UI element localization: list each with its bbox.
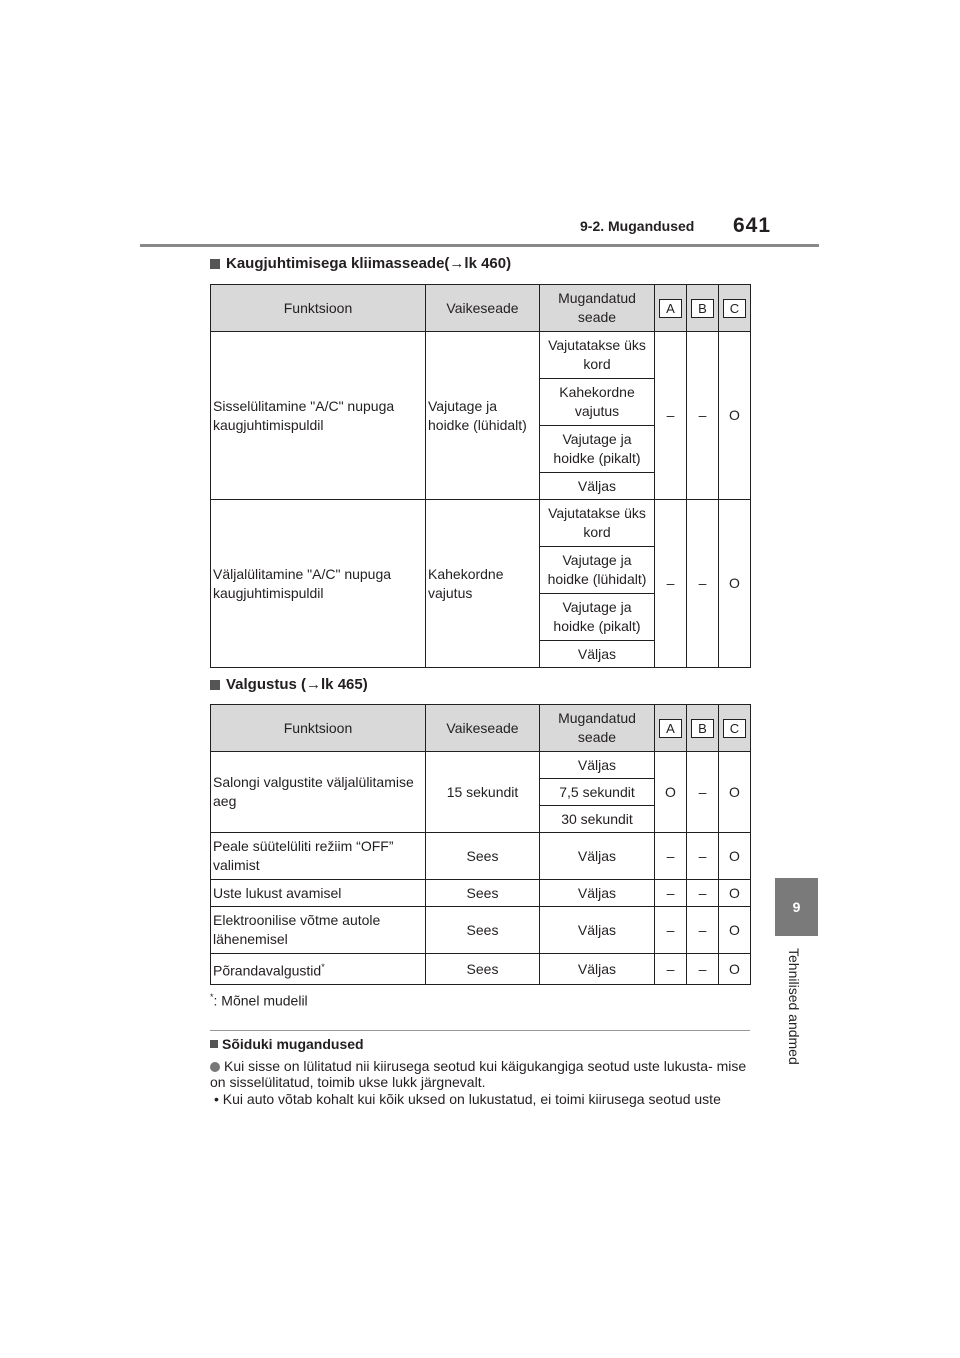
c-cell: O xyxy=(719,332,751,500)
c-cell: O xyxy=(719,752,751,833)
notes-bullet-text: Kui sisse on lülitatud nii kiirusega seotud kui käigukangiga seotud uste lukusta- mise on sisselülitatud, toimib ukse lukk järgnevalt. xyxy=(210,1058,747,1090)
col-header: Vaikeseade xyxy=(426,285,540,332)
page-number: 641 xyxy=(733,214,772,237)
footnote-marker: * xyxy=(210,992,214,1002)
custom-cell: Vajutatakse üks kord xyxy=(540,332,655,379)
c-cell: O xyxy=(719,500,751,668)
notes-title xyxy=(210,1036,364,1052)
a-cell: – xyxy=(655,833,687,880)
notes-bullet xyxy=(210,1058,750,1090)
custom-cell: Väljas xyxy=(540,954,655,985)
table-row xyxy=(211,954,751,985)
function-cell: Elektroonilise võtme autole lähenemisel xyxy=(211,907,426,954)
a-cell: – xyxy=(655,954,687,985)
notes-divider xyxy=(210,1030,750,1031)
default-cell: 15 sekundit xyxy=(426,752,540,833)
header-divider xyxy=(140,244,819,247)
table-row xyxy=(211,833,751,880)
default-cell: Sees xyxy=(426,907,540,954)
custom-cell: 30 sekundit xyxy=(540,806,655,833)
function-cell: Uste lukust avamisel xyxy=(211,880,426,907)
b-cell: – xyxy=(687,833,719,880)
square-bullet-icon xyxy=(210,680,220,690)
c-cell: O xyxy=(719,833,751,880)
col-header: Mugandatud seade xyxy=(540,285,655,332)
section-title-text: Kaugjuhtimisega kliimasseade(→lk 460) xyxy=(226,255,512,272)
a-cell: O xyxy=(655,752,687,833)
custom-cell: Väljas xyxy=(540,907,655,954)
square-bullet-icon xyxy=(210,259,220,269)
section-title-climate xyxy=(210,255,511,272)
notes-subbullet: • Kui auto võtab kohalt kui kõik uksed on lukustatud, ei toimi kiirusega seotud uste xyxy=(214,1091,721,1107)
chapter-tab: 9 xyxy=(775,878,818,936)
b-cell: – xyxy=(687,954,719,985)
function-cell: Salongi valgustite väljalülitamise aeg xyxy=(211,752,426,833)
b-cell: – xyxy=(687,907,719,954)
table-header-row xyxy=(211,285,751,332)
chapter-label: Tehnilised andmed xyxy=(786,948,802,1065)
col-header: Funktsioon xyxy=(211,285,426,332)
function-cell: Sisselülitamine "A/C" nupuga kaugjuhtimispuldil xyxy=(211,332,426,500)
default-cell: Sees xyxy=(426,833,540,880)
col-header-a: A xyxy=(659,719,682,738)
a-cell: – xyxy=(655,880,687,907)
footnote-marker: * xyxy=(321,961,325,972)
col-header-c: C xyxy=(723,299,746,318)
col-header-b: B xyxy=(691,719,714,738)
default-cell: Kahekordne vajutus xyxy=(426,500,540,668)
default-cell: Vajutage ja hoidke (lühidalt) xyxy=(426,332,540,500)
col-header-b: B xyxy=(691,299,714,318)
b-cell: – xyxy=(687,880,719,907)
b-cell: – xyxy=(687,332,719,500)
table-row xyxy=(211,907,751,954)
function-cell: Väljalülitamine "A/C" nupuga kaugjuhtimispuldil xyxy=(211,500,426,668)
a-cell: – xyxy=(655,332,687,500)
section-title-text: Valgustus (→lk 465) xyxy=(226,676,368,693)
a-cell: – xyxy=(655,907,687,954)
custom-cell: 7,5 sekundit xyxy=(540,779,655,806)
col-header: Funktsioon xyxy=(211,705,426,752)
custom-cell: Vajutatakse üks kord xyxy=(540,500,655,547)
b-cell: – xyxy=(687,500,719,668)
custom-cell: Kahekordne vajutus xyxy=(540,379,655,426)
col-header-a: A xyxy=(659,299,682,318)
table-row xyxy=(211,332,751,379)
col-header: Mugandatud seade xyxy=(540,705,655,752)
footnote-text: : Mõnel mudelil xyxy=(213,992,308,1009)
footnote xyxy=(210,992,308,1009)
custom-cell: Väljas xyxy=(540,752,655,779)
function-cell: Peale süütelüliti režiim “OFF” valimist xyxy=(211,833,426,880)
lighting-table xyxy=(210,704,751,985)
c-cell: O xyxy=(719,954,751,985)
square-bullet-icon xyxy=(210,1040,218,1048)
custom-cell: Vajutage ja hoidke (lühidalt) xyxy=(540,547,655,594)
function-text: Põrandavalgustid xyxy=(213,962,322,979)
b-cell: – xyxy=(687,752,719,833)
table-row xyxy=(211,880,751,907)
notes-title-text: Sõiduki mugandused xyxy=(222,1036,364,1052)
c-cell: O xyxy=(719,880,751,907)
col-header: Vaikeseade xyxy=(426,705,540,752)
custom-cell: Väljas xyxy=(540,473,655,500)
c-cell: O xyxy=(719,907,751,954)
a-cell: – xyxy=(655,500,687,668)
custom-cell: Väljas xyxy=(540,880,655,907)
function-cell xyxy=(211,954,426,985)
circle-bullet-icon xyxy=(210,1062,220,1072)
table-row xyxy=(211,500,751,547)
custom-cell: Väljas xyxy=(540,833,655,880)
default-cell: Sees xyxy=(426,880,540,907)
custom-cell: Väljas xyxy=(540,641,655,668)
section-header: 9-2. Mugandused xyxy=(580,218,695,234)
custom-cell: Vajutage ja hoidke (pikalt) xyxy=(540,426,655,473)
custom-cell: Vajutage ja hoidke (pikalt) xyxy=(540,594,655,641)
default-cell: Sees xyxy=(426,954,540,985)
table-header-row xyxy=(211,705,751,752)
table-row xyxy=(211,752,751,779)
climate-table xyxy=(210,284,751,668)
section-title-lighting xyxy=(210,676,368,693)
col-header-c: C xyxy=(723,719,746,738)
